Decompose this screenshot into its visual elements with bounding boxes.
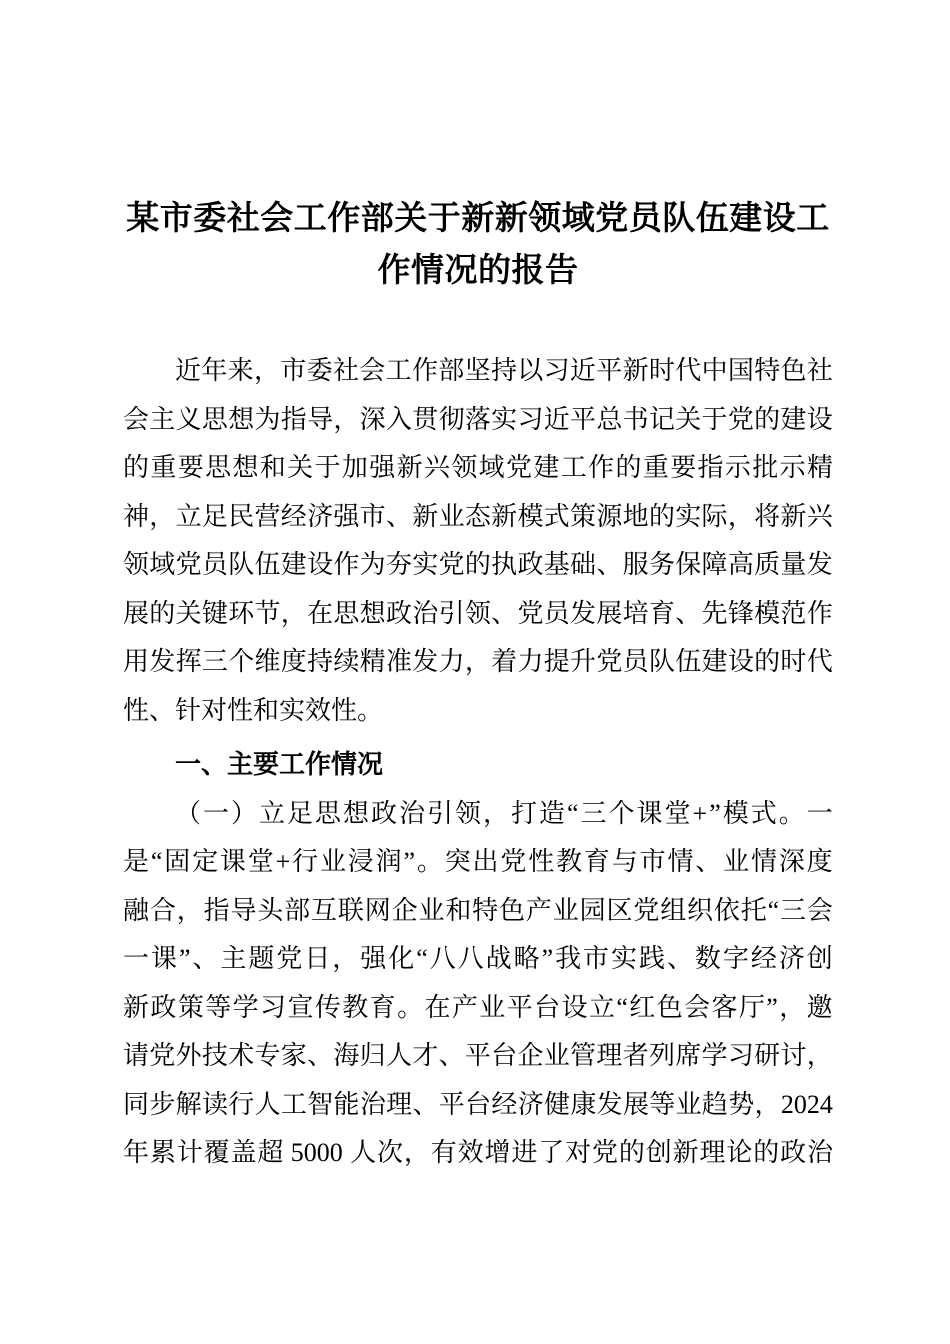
text-line: 展 的 关 键 环 节 ， 在 思 想 政 治 引 领 、 党 员 发 展 培 育 、 先 锋 模 范 作 xyxy=(123,598,833,628)
text-line: （ 一 ） 立 足 思 想 政 治 引 领 ， 打 造 “ 三 个 课 堂 + ” 模 式 。 一 xyxy=(175,798,833,828)
title-line-2: 作情况的报告 xyxy=(377,253,579,289)
text-line: 用 发 挥 三 个 维 度 持 续 精 准 发 力 ， 着 力 提 升 党 员 队 伍 建 设 的 时 代 xyxy=(123,647,833,676)
document-title xyxy=(123,193,833,297)
text-line: 新 政 策 等 学 习 宣 传 教 育 。 在 产 业 平 台 设 立 “ 红 色 会 客 厅 ” ， 邀 xyxy=(123,992,833,1022)
text-line: 请 党 外 技 术 专 家 、 海 归 人 才 、 平 台 企 业 管 理 者 列 席 学 习 研 讨 ， xyxy=(123,1041,833,1070)
text-line: 是 “ 固 定 课 堂 + 行 业 浸 润 ” 。 突 出 党 性 教 育 与 市 情 、 业 情 深 度 xyxy=(123,847,833,876)
document-content xyxy=(123,0,833,1178)
text-line: 性、针对性和实效性。 xyxy=(123,695,384,725)
text-line: 的 重 要 思 想 和 关 于 加 强 新 兴 领 域 党 建 工 作 的 重 要 指 示 批 示 精 xyxy=(123,453,833,482)
text-line: 同 步 解 读 行 人 工 智 能 治 理 、 平 台 经 济 健 康 发 展 等 业 趋 势 ， 2024 xyxy=(123,1089,833,1119)
text-line: 一 课 ” 、 主 题 党 日 ， 强 化 “ 八 八 战 略 ” 我 市 实 践 、 数 字 经 济 创 xyxy=(123,944,833,973)
text-line: 会 主 义 思 想 为 指 导 ， 深 入 贯 彻 落 实 习 近 平 总 书 记 关 于 党 的 建 设 xyxy=(123,404,833,434)
text-line: 神 ， 立 足 民 营 经 济 强 市 、 新 业 态 新 模 式 策 源 地 的 实 际 ， 将 新 兴 xyxy=(123,501,833,531)
text-line: 年 累 计 覆 盖 超 5000 人 次 ， 有 效 增 进 了 对 党 的 创 新 理 论 的 政 治 xyxy=(123,1138,833,1167)
title-line-1: 某市委社会工作部关于新新领域党员队伍建设工 xyxy=(126,201,830,237)
section-heading-1: 一、主要工作情况 xyxy=(175,750,384,779)
text-line: 近 年 来 ， 市 委 社 会 工 作 部 坚 持 以 习 近 平 新 时 代 中 国 特 色 社 xyxy=(175,356,833,385)
paragraph-section-1-1 xyxy=(123,790,833,1178)
text-line: 融 合 ， 指 导 头 部 互 联 网 企 业 和 特 色 产 业 园 区 党 组 织 依 托 “ 三 会 xyxy=(123,895,833,925)
text-line: 领 域 党 员 队 伍 建 设 作 为 夯 实 党 的 执 政 基 础 、 服 务 保 障 高 质 量 发 xyxy=(123,550,833,579)
paragraph-intro xyxy=(123,347,833,735)
